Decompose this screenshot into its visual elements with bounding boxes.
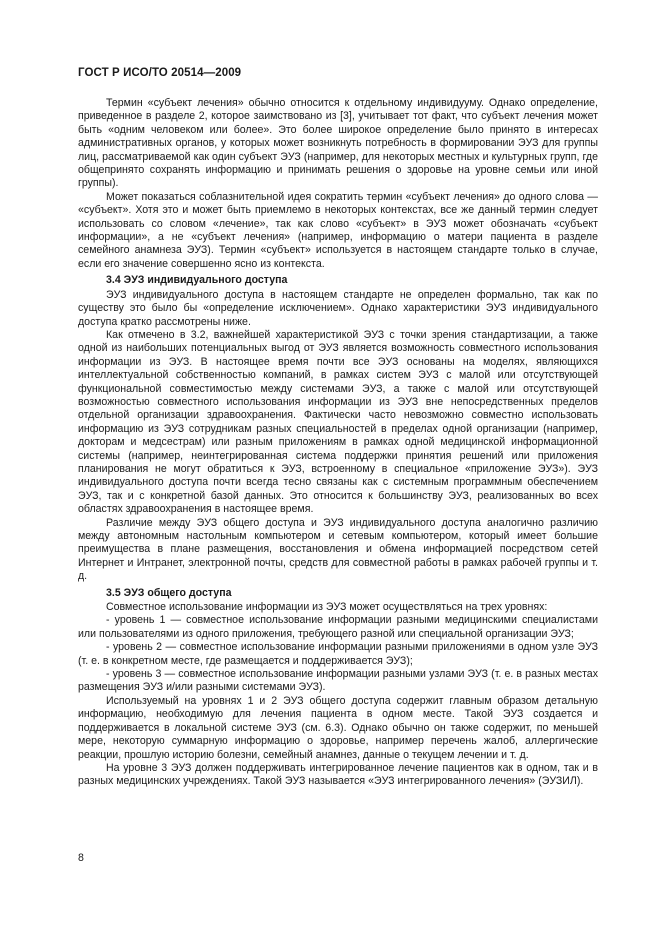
document-body [78,97,598,789]
paragraph: Термин «субъект лечения» обычно относится к отдельному индивидууму. Однако определение, приведенное в разделе 2, которое заимствовано из [3], учитывает тот факт, что субъект лечения может быть «одним человеком или более». Это более широкое определение было принято в интересах административных органов, у которых может возникнуть потребность в формировании ЭУЗ для группы лиц, рассматриваемой как один субъект ЭУЗ (например, для некоторых местных и культурных групп, где общепринято сохранять информацию и принимать решения о здоровье на уровне семьи или иной группы). [78,97,598,190]
paragraph: На уровне 3 ЭУЗ должен поддерживать интегрированное лечение пациентов как в одном, так и в разных медицинских учреждениях. Такой ЭУЗ называется «ЭУЗ интегрированного лечения» (ЭУЗИЛ). [78,761,598,788]
page-number: 8 [78,852,84,864]
list-item: - уровень 3 — совместное использование информации разными узлами ЭУЗ (т. е. в разных местах размещения ЭУЗ и/или разными системами ЭУЗ). [78,668,598,694]
list-item: - уровень 2 — совместное использование информации разными приложениями в одном узле ЭУЗ (т. е. в конкретном месте, где размещается и поддерживается ЭУЗ); [78,641,598,667]
document-header: ГОСТ Р ИСО/ТО 20514—2009 [78,67,242,79]
paragraph: Совместное использование информации из ЭУЗ может осуществляться на трех уровнях: [106,601,548,614]
section-heading: 3.4 ЭУЗ индивидуального доступа [106,274,288,287]
paragraph: Используемый на уровнях 1 и 2 ЭУЗ общего доступа содержит главным образом детальную информацию, необходимую для лечения пациента в одном месте. Такой ЭУЗ создается и поддерживается в локальной системе ЭУЗ (см. 6.3). Однако обычно он также содержит, по меньшей мере, некоторую суммарную информацию о здоровье, например перечень жалоб, аллергические реакции, прошлую историю болезни, семейный анамнез, данные о текущем лечении и т. д. [78,694,598,761]
list-item: - уровень 1 — совместное использование информации разными медицинскими специалистами или пользователями из одного приложения, требующего разной или специальной организации ЭУЗ; [78,614,598,640]
paragraph: Может показаться соблазнительной идея сократить термин «субъект лечения» до одного слова — «субъект». Хотя это и может быть приемлемо в некоторых контекстах, все же данный термин следует использовать со словом «лечение», так как слово «субъект» в ЭУЗ может обозначать «субъект информации», а не «субъект лечения» (например, информацию о матери пациента в разделе семейного анамнеза ЭУЗ). Термин «субъект» используется в настоящем стандарте только в случае, если его значение совершенно ясно из контекста. [78,190,598,270]
paragraph: Как отмечено в 3.2, важнейшей характеристикой ЭУЗ с точки зрения стандартизации, а также одной из наибольших потенциальных выгод от ЭУЗ является возможность совместного использования информации из ЭУЗ. В настоящее время почти все ЭУЗ основаны на моделях, являющихся интеллектуальной собственностью компаний, в рамках систем ЭУЗ с малой или отсутствующей функциональной совместимостью между системами ЭУЗ, а также с малой или отсутствующей возможностью совместного использования информации из ЭУЗ вне непосредственных пределов отдельной организации здравоохранения. Фактически часто невозможно совместно использовать информацию из ЭУЗ сотрудникам разных специальностей в пределах одной организации (например, докторам и медсестрам) или разным приложениям в рамках одной медицинской информационной системы (например, неинтегрированная система поддержки принятия решений или приложения планирования не могут обратиться к ЭУЗ, встроенному в специальное «приложение ЭУЗ»). ЭУЗ индивидуального доступа почти всегда тесно связаны как с системным программным обеспечением ЭУЗ, так и с конкретной базой данных. Это относится к большинству ЭУЗ, реализованных во всех областях здравоохранения в настоящее время. [78,328,598,516]
section-heading: 3.5 ЭУЗ общего доступа [106,586,232,599]
paragraph: ЭУЗ индивидуального доступа в настоящем стандарте не определен формально, так как по существу это было бы «определение исключением». Однако характеристики ЭУЗ индивидуального доступа кратко рассмотрены ниже. [78,288,598,328]
paragraph: Различие между ЭУЗ общего доступа и ЭУЗ индивидуального доступа аналогично различию между автономным настольным компьютером и сетевым компьютером, который имеет большие преимущества в плане размещения, восстановления и обмена информацией посредством сетей Интернет и Интранет, электронной почты, средств для совместной работы в рамках рабочей группы и т. д. [78,516,598,583]
